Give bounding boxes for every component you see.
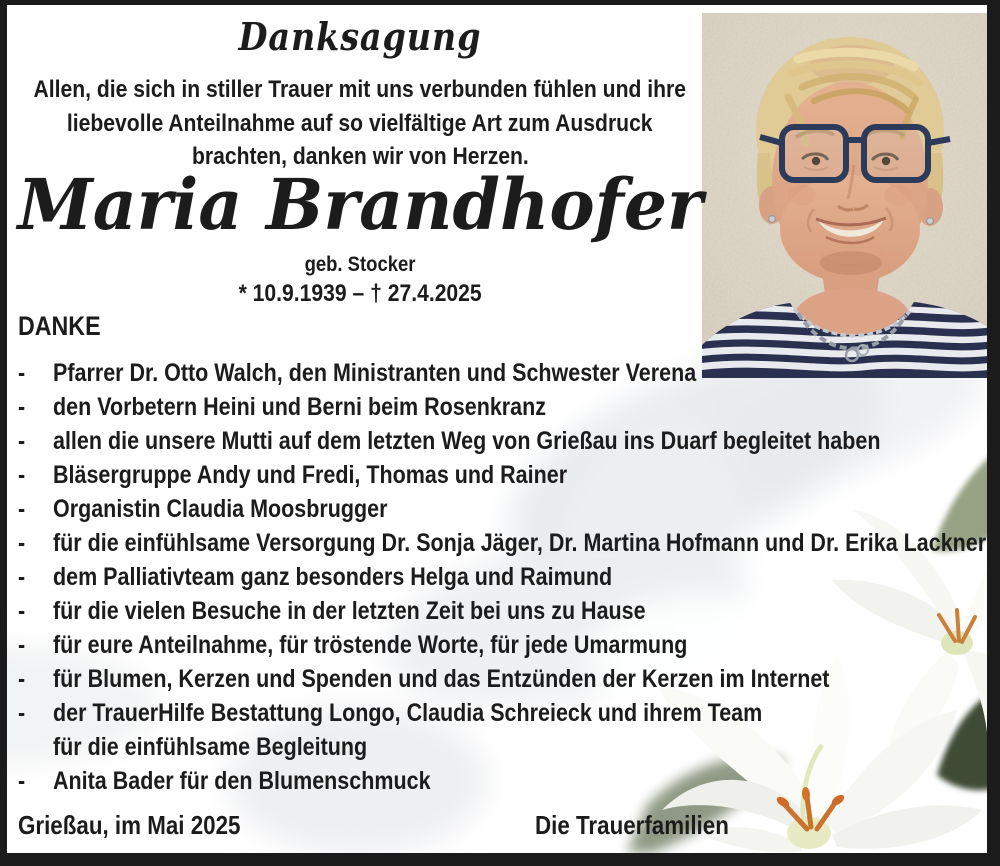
maiden-name	[7, 253, 760, 277]
dash-bullet: -	[18, 767, 26, 795]
intro-line: brachten, danken wir von Herzen.	[191, 143, 529, 170]
dash-bullet: -	[18, 359, 26, 387]
dash-bullet: -	[18, 461, 26, 489]
intro-paragraph	[7, 73, 760, 174]
thanks-item	[18, 526, 987, 560]
thanks-item	[18, 560, 983, 594]
thanks-item-text: für die einfühlsame Begleitung	[53, 733, 368, 761]
thanks-item	[18, 458, 983, 492]
thanks-item-text: der TrauerHilfe Bestattung Longo, Claudia Schreieck und ihrem Team	[53, 699, 763, 727]
notice-card	[7, 5, 987, 853]
life-dates	[7, 280, 760, 308]
thanks-item	[18, 628, 983, 662]
thanks-item-text: Pfarrer Dr. Otto Walch, den Ministranten und Schwester Verena	[53, 359, 697, 387]
thanks-item-text: für die einfühlsame Versorgung Dr. Sonja Jäger, Dr. Martina Hofmann und Dr. Erika Lackner	[53, 529, 987, 557]
intro-line: liebevolle Anteilnahme auf so vielfältige Art zum Ausdruck	[67, 109, 653, 137]
dash-bullet: -	[18, 563, 26, 591]
thanks-item	[18, 696, 983, 730]
thanks-item	[18, 390, 983, 424]
thanks-item-text: dem Palliativteam ganz besonders Helga und Raimund	[53, 563, 613, 591]
danke-heading-text: DANKE	[18, 311, 101, 341]
thanks-list	[18, 356, 987, 798]
dash-bullet: -	[18, 597, 26, 625]
thanks-item-text: Anita Bader für den Blumenschmuck	[53, 767, 431, 795]
intro-line: Allen, die sich in stiller Trauer mit uns verbunden fühlen und ihre	[33, 76, 687, 103]
thanks-item	[18, 730, 983, 764]
dash-bullet: -	[18, 495, 26, 523]
thanks-item	[18, 492, 983, 526]
deceased-name	[7, 163, 760, 246]
thanks-item-text: Bläsergruppe Andy und Fredi, Thomas und Rainer	[53, 461, 568, 489]
dash-bullet: -	[18, 631, 26, 659]
thanks-item	[18, 424, 983, 458]
deceased-name-text: Maria Brandhofer	[17, 163, 703, 246]
dash-bullet: -	[18, 529, 26, 557]
page-title	[7, 14, 760, 59]
life-dates-text: * 10.9.1939 – † 27.4.2025	[238, 280, 482, 307]
title-text: Danksagung	[238, 14, 482, 59]
thanks-item-text: für eure Anteilnahme, für tröstende Worte, für jede Umarmung	[53, 631, 688, 659]
thanks-item-text: den Vorbetern Heini und Berni beim Rosenkranz	[53, 393, 546, 421]
thanks-item-text: allen die unsere Mutti auf dem letzten Weg von Grießau ins Duarf begleitet haben	[53, 427, 881, 455]
thanks-item-text: für die vielen Besuche in der letzten Zeit bei uns zu Hause	[53, 597, 646, 625]
dash-bullet: -	[18, 665, 26, 693]
thanks-item-text: Organistin Claudia Moosbrugger	[53, 495, 388, 523]
footer-signature	[535, 810, 760, 841]
footer-place-date-text: Grießau, im Mai 2025	[18, 810, 241, 840]
thanks-item	[18, 356, 983, 390]
thanks-item	[18, 764, 983, 798]
danke-heading	[18, 311, 114, 342]
dash-bullet: -	[18, 699, 26, 727]
footer-place-date	[18, 810, 277, 841]
footer-signature-text: Die Trauerfamilien	[535, 810, 729, 840]
thanks-item	[18, 662, 983, 696]
maiden-name-text: geb. Stocker	[304, 253, 416, 276]
dash-bullet: -	[18, 393, 26, 421]
thanks-item	[18, 594, 983, 628]
dash-bullet: -	[18, 427, 26, 455]
dash-bullet	[18, 730, 48, 764]
thanks-item-text: für Blumen, Kerzen und Spenden und das Entzünden der Kerzen im Internet	[53, 665, 830, 693]
